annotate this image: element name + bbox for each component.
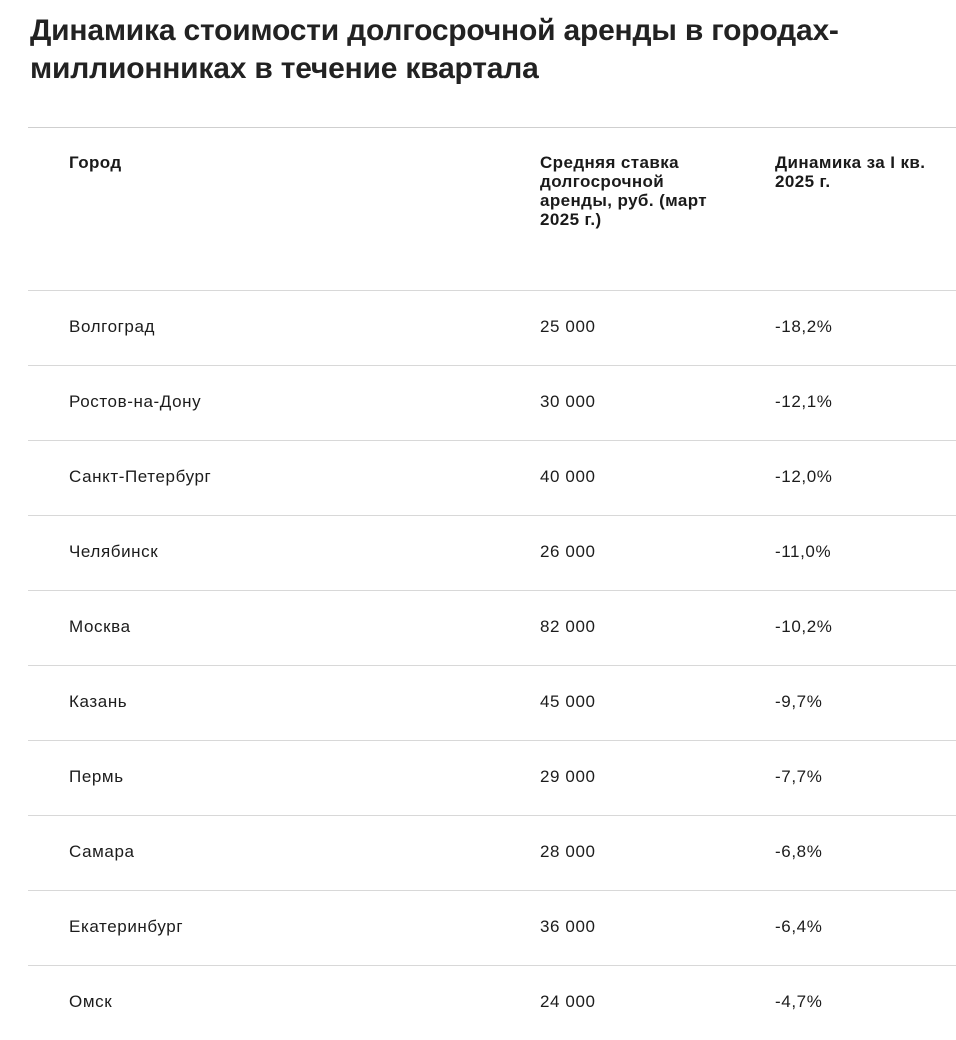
cell-change: -9,7% (775, 692, 823, 711)
cell-city: Москва (69, 617, 131, 636)
table-row (28, 891, 956, 965)
cell-change: -11,0% (775, 542, 832, 561)
cell-change: -6,8% (775, 842, 823, 861)
cell-change: -6,4% (775, 917, 823, 936)
cell-city: Екатеринбург (69, 917, 184, 936)
cell-rate: 82 000 (540, 617, 596, 636)
table-header (28, 128, 956, 290)
cell-rate: 28 000 (540, 842, 596, 861)
cell-city: Санкт-Петербург (69, 467, 212, 486)
table-row (28, 816, 956, 890)
header-city: Город (69, 153, 122, 172)
cell-city: Пермь (69, 767, 124, 786)
table-row (28, 441, 956, 515)
cell-change: -7,7% (775, 767, 823, 786)
cell-rate: 29 000 (540, 767, 596, 786)
table-row (28, 966, 956, 1040)
cell-city: Челябинск (69, 542, 159, 561)
table-row (28, 741, 956, 815)
rent-table (28, 127, 956, 1040)
cell-change: -12,0% (775, 467, 833, 486)
cell-city: Волгоград (69, 317, 156, 336)
header-change: Динамика за I кв. 2025 г. (775, 153, 926, 191)
table-row (28, 291, 956, 365)
cell-rate: 45 000 (540, 692, 596, 711)
cell-rate: 25 000 (540, 317, 596, 336)
table-row (28, 366, 956, 440)
cell-city: Ростов-на-Дону (69, 392, 202, 411)
table-row (28, 591, 956, 665)
header-rate: Средняя ставка долгосрочной аренды, руб. (март 2025 г.) (540, 153, 708, 229)
table-row (28, 666, 956, 740)
cell-rate: 24 000 (540, 992, 596, 1011)
cell-rate: 26 000 (540, 542, 596, 561)
cell-rate: 40 000 (540, 467, 596, 486)
cell-change: -12,1% (775, 392, 833, 411)
cell-city: Казань (69, 692, 128, 711)
page-title: Динамика стоимости долгосрочной аренды в городах-миллионниках в течение квартала (30, 14, 839, 85)
cell-rate: 30 000 (540, 392, 596, 411)
cell-city: Самара (69, 842, 135, 861)
cell-change: -18,2% (775, 317, 833, 336)
cell-change: -10,2% (775, 617, 833, 636)
cell-rate: 36 000 (540, 917, 596, 936)
table-row (28, 516, 956, 590)
cell-change: -4,7% (775, 992, 823, 1011)
cell-city: Омск (69, 992, 113, 1011)
